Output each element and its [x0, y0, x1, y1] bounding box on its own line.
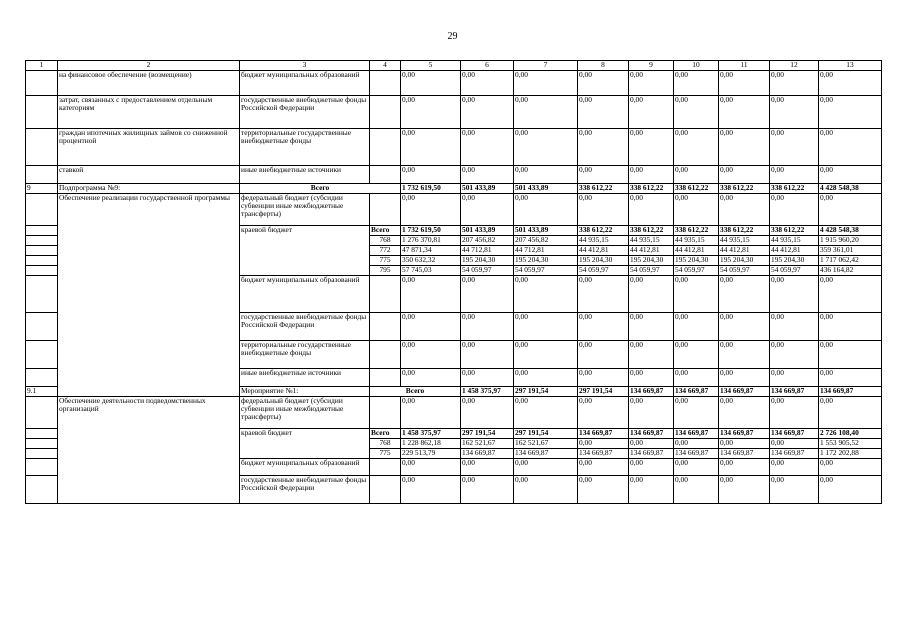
value-cell: 0,00: [401, 276, 461, 313]
code-cell: [370, 313, 401, 341]
value-cell: 0,00: [514, 166, 578, 184]
funding-source-cell: территориальные государственные внебюджетные фонды: [240, 341, 370, 369]
number-cell: 9: [26, 184, 58, 194]
column-header-1: 1: [26, 61, 58, 71]
value-cell: 0,00: [461, 129, 514, 166]
funding-source-cell: бюджет муниципальных образований: [240, 459, 370, 476]
number-cell: [26, 256, 58, 266]
value-cell: 195 204,30: [674, 256, 719, 266]
value-cell: 134 669,87: [719, 449, 770, 459]
value-cell: 44 412,81: [629, 246, 674, 256]
value-cell: 350 632,32: [401, 256, 461, 266]
value-cell: 0,00: [770, 459, 819, 476]
code-cell: [370, 459, 401, 476]
value-cell: 0,00: [770, 96, 819, 129]
column-header-13: 13: [819, 61, 882, 71]
code-cell: 768: [370, 439, 401, 449]
description-cell: ставкой: [58, 166, 240, 184]
value-cell: 0,00: [770, 129, 819, 166]
column-header-8: 8: [578, 61, 629, 71]
value-cell: 44 412,81: [674, 246, 719, 256]
value-cell: 1 717 062,42: [819, 256, 882, 266]
value-cell: 0,00: [578, 71, 629, 96]
value-cell: 0,00: [819, 341, 882, 369]
value-cell: 162 521,67: [514, 439, 578, 449]
value-cell: 0,00: [674, 71, 719, 96]
value-cell: 134 669,87: [819, 387, 882, 397]
value-cell: 134 669,87: [770, 387, 819, 397]
number-cell: [26, 313, 58, 341]
value-cell: 0,00: [770, 276, 819, 313]
value-cell: 0,00: [461, 71, 514, 96]
value-cell: 0,00: [578, 397, 629, 429]
continuation-row: [26, 96, 882, 129]
value-cell: 501 433,89: [514, 226, 578, 236]
code-cell: [370, 476, 401, 504]
value-cell: 338 612,22: [770, 184, 819, 194]
column-header-2: 2: [58, 61, 240, 71]
number-cell: [26, 266, 58, 276]
value-cell: 0,00: [514, 341, 578, 369]
value-cell: 0,00: [401, 194, 461, 226]
value-cell: 0,00: [770, 439, 819, 449]
value-cell: 1 458 375,97: [461, 387, 514, 397]
value-cell: 501 433,89: [514, 184, 578, 194]
value-cell: 0,00: [819, 166, 882, 184]
value-cell: 134 669,87: [770, 429, 819, 439]
value-cell: 0,00: [461, 194, 514, 226]
value-cell: 0,00: [578, 276, 629, 313]
value-cell: 501 433,89: [461, 184, 514, 194]
value-cell: 195 204,30: [629, 256, 674, 266]
value-cell: 0,00: [719, 194, 770, 226]
value-cell: 0,00: [674, 129, 719, 166]
value-cell: 0,00: [674, 439, 719, 449]
value-cell: 0,00: [719, 397, 770, 429]
code-cell: 768: [370, 236, 401, 246]
value-cell: 134 669,87: [578, 429, 629, 439]
value-cell: 195 204,30: [719, 256, 770, 266]
continuation-row: [26, 71, 882, 96]
value-cell: 0,00: [578, 439, 629, 449]
number-cell: [26, 166, 58, 184]
column-header-6: 6: [461, 61, 514, 71]
value-cell: 0,00: [719, 476, 770, 504]
subtitle-cell: Обеспечение деятельности подведомственных организаций: [58, 397, 240, 504]
column-header-5: 5: [401, 61, 461, 71]
value-cell: 338 612,22: [629, 226, 674, 236]
value-cell: 0,00: [719, 313, 770, 341]
code-cell: [370, 369, 401, 387]
value-cell: 0,00: [578, 313, 629, 341]
value-cell: 134 669,87: [719, 387, 770, 397]
value-cell: 0,00: [514, 459, 578, 476]
value-cell: 0,00: [629, 476, 674, 504]
title-cell: Подпрограмма №9:: [58, 184, 240, 194]
value-cell: 4 428 548,38: [819, 226, 882, 236]
value-cell: 44 712,81: [514, 246, 578, 256]
value-cell: 195 204,30: [514, 256, 578, 266]
number-cell: [26, 226, 58, 236]
value-cell: 338 612,22: [629, 184, 674, 194]
value-cell: 44 935,15: [674, 236, 719, 246]
funding-source-cell: бюджет муниципальных образований: [240, 276, 370, 313]
number-cell: [26, 476, 58, 504]
funding-source-cell: государственные внебюджетные фонды Российской Федерации: [240, 96, 370, 129]
value-cell: 134 669,87: [629, 387, 674, 397]
number-cell: [26, 276, 58, 313]
value-cell: 44 712,81: [461, 246, 514, 256]
value-cell: 207 456,82: [461, 236, 514, 246]
number-cell: [26, 439, 58, 449]
value-cell: 0,00: [401, 71, 461, 96]
value-cell: 0,00: [514, 397, 578, 429]
value-cell: 134 669,87: [629, 449, 674, 459]
number-cell: [26, 96, 58, 129]
number-cell: [26, 71, 58, 96]
number-cell: [26, 459, 58, 476]
value-cell: 0,00: [629, 459, 674, 476]
value-cell: 338 612,22: [719, 226, 770, 236]
value-cell: 0,00: [819, 276, 882, 313]
value-cell: 0,00: [674, 397, 719, 429]
column-header-3: 3: [240, 61, 370, 71]
value-cell: 54 059,97: [770, 266, 819, 276]
value-cell: 1 458 375,97: [401, 429, 461, 439]
value-cell: 0,00: [514, 96, 578, 129]
value-cell: 0,00: [719, 129, 770, 166]
value-cell: 338 612,22: [719, 184, 770, 194]
value-cell: 0,00: [578, 129, 629, 166]
code-cell: [370, 166, 401, 184]
value-cell: 0,00: [578, 459, 629, 476]
value-cell: 2 726 108,40: [819, 429, 882, 439]
code-cell: [370, 397, 401, 429]
value-cell: 54 059,97: [461, 266, 514, 276]
value-cell: 0,00: [719, 369, 770, 387]
funding-source-cell: государственные внебюджетные фонды Российской Федерации: [240, 476, 370, 504]
value-cell: 0,00: [770, 341, 819, 369]
value-cell: 0,00: [770, 194, 819, 226]
code-cell: [370, 96, 401, 129]
funding-source-cell: иные внебюджетные источники: [240, 369, 370, 387]
value-cell: 0,00: [401, 369, 461, 387]
value-cell: 0,00: [629, 439, 674, 449]
value-cell: 0,00: [461, 166, 514, 184]
value-cell: 0,00: [719, 96, 770, 129]
value-cell: 0,00: [401, 476, 461, 504]
value-cell: 1 915 960,20: [819, 236, 882, 246]
continuation-row: [26, 129, 882, 166]
value-cell: 44 412,81: [719, 246, 770, 256]
title-cell: Мероприятие №1:: [240, 387, 370, 397]
value-cell: 0,00: [819, 129, 882, 166]
number-cell: [26, 429, 58, 439]
value-cell: 1 553 905,52: [819, 439, 882, 449]
code-cell: Всего: [370, 226, 401, 236]
value-cell: 0,00: [461, 313, 514, 341]
value-cell: 0,00: [629, 96, 674, 129]
code-cell: 772: [370, 246, 401, 256]
value-cell: 0,00: [629, 397, 674, 429]
funding-source-cell: краевой бюджет: [240, 429, 370, 459]
value-cell: 0,00: [674, 476, 719, 504]
value-cell: 0,00: [819, 397, 882, 429]
value-cell: 0,00: [629, 194, 674, 226]
description-cell: граждан ипотечных жилищных займов со сниженной процентной: [58, 129, 240, 166]
value-cell: 44 935,15: [719, 236, 770, 246]
column-header-7: 7: [514, 61, 578, 71]
value-cell: 0,00: [461, 276, 514, 313]
value-cell: 162 521,67: [461, 439, 514, 449]
value-cell: 338 612,22: [674, 226, 719, 236]
code-cell: [370, 341, 401, 369]
value-cell: 0,00: [401, 341, 461, 369]
value-cell: 1 732 619,50: [401, 226, 461, 236]
number-cell: [26, 397, 58, 429]
value-cell: 0,00: [401, 129, 461, 166]
value-cell: 0,00: [514, 369, 578, 387]
value-cell: 0,00: [578, 369, 629, 387]
code-cell: [370, 194, 401, 226]
value-cell: 0,00: [770, 369, 819, 387]
number-cell: 9.1: [26, 387, 58, 397]
value-cell: 0,00: [674, 194, 719, 226]
total-label-cell: Всего: [240, 184, 401, 194]
value-cell: 134 669,87: [629, 429, 674, 439]
funding-source-cell: краевой бюджет: [240, 226, 370, 276]
value-cell: 0,00: [819, 459, 882, 476]
value-cell: 0,00: [578, 96, 629, 129]
value-cell: 0,00: [674, 96, 719, 129]
value-cell: 0,00: [461, 397, 514, 429]
value-cell: 0,00: [674, 166, 719, 184]
value-cell: 0,00: [514, 476, 578, 504]
page-number: 29: [447, 31, 458, 42]
value-cell: 0,00: [719, 71, 770, 96]
number-cell: [26, 449, 58, 459]
number-cell: [26, 194, 58, 226]
value-cell: 0,00: [770, 313, 819, 341]
header-row: [26, 61, 882, 71]
value-cell: 0,00: [514, 71, 578, 96]
value-cell: 0,00: [629, 313, 674, 341]
value-cell: 44 935,15: [629, 236, 674, 246]
value-cell: 1 732 619,50: [401, 184, 461, 194]
value-cell: 297 191,54: [578, 387, 629, 397]
value-cell: 207 456,82: [514, 236, 578, 246]
value-cell: 0,00: [629, 71, 674, 96]
value-cell: 54 059,97: [629, 266, 674, 276]
value-cell: 359 361,01: [819, 246, 882, 256]
value-cell: 0,00: [819, 96, 882, 129]
value-cell: 0,00: [674, 276, 719, 313]
value-cell: 0,00: [514, 129, 578, 166]
subtitle-cell: Обеспечение реализации государственной программы: [58, 194, 240, 397]
code-cell: [370, 276, 401, 313]
value-cell: 0,00: [819, 476, 882, 504]
value-cell: 0,00: [819, 313, 882, 341]
funding-source-cell: федеральный бюджет (субсидии субвенции иные межбюджетные трансферты): [240, 397, 370, 429]
value-cell: 0,00: [629, 341, 674, 369]
value-cell: 44 412,81: [770, 246, 819, 256]
value-cell: 4 428 548,38: [819, 184, 882, 194]
column-header-11: 11: [719, 61, 770, 71]
number-cell: [26, 129, 58, 166]
value-cell: 0,00: [719, 166, 770, 184]
value-cell: 134 669,87: [674, 449, 719, 459]
funding-source-cell: государственные внебюджетные фонды Российской Федерации: [240, 313, 370, 341]
value-cell: 54 059,97: [719, 266, 770, 276]
budget-table: [25, 60, 882, 504]
number-cell: [26, 246, 58, 256]
value-cell: 54 059,97: [674, 266, 719, 276]
value-cell: 195 204,30: [578, 256, 629, 266]
value-cell: 0,00: [629, 129, 674, 166]
value-cell: 1 172 202,88: [819, 449, 882, 459]
value-cell: 0,00: [461, 476, 514, 504]
code-cell: 775: [370, 256, 401, 266]
value-cell: 0,00: [401, 397, 461, 429]
value-cell: 0,00: [819, 71, 882, 96]
value-cell: 1 276 370,81: [401, 236, 461, 246]
description-cell: затрат, связанных с предоставлением отдельным категориям: [58, 96, 240, 129]
value-cell: 54 059,97: [578, 266, 629, 276]
value-cell: 0,00: [629, 276, 674, 313]
table-body: [26, 71, 882, 504]
value-cell: 195 204,30: [461, 256, 514, 266]
code-cell: Всего: [370, 429, 401, 439]
code-cell: 775: [370, 449, 401, 459]
value-cell: 195 204,30: [770, 256, 819, 266]
value-cell: 0,00: [674, 341, 719, 369]
value-cell: 134 669,87: [674, 429, 719, 439]
value-cell: 0,00: [770, 71, 819, 96]
program9-total-row: [26, 184, 882, 194]
number-cell: [26, 369, 58, 387]
value-cell: 436 164,82: [819, 266, 882, 276]
value-cell: 0,00: [578, 476, 629, 504]
value-cell: 0,00: [514, 313, 578, 341]
value-cell: 338 612,22: [578, 226, 629, 236]
value-cell: 0,00: [578, 194, 629, 226]
code-cell: 795: [370, 266, 401, 276]
value-cell: 0,00: [461, 369, 514, 387]
value-cell: 0,00: [674, 313, 719, 341]
value-cell: 297 191,54: [461, 429, 514, 439]
value-cell: 44 935,15: [770, 236, 819, 246]
number-cell: [26, 236, 58, 246]
value-cell: 0,00: [578, 341, 629, 369]
value-cell: 0,00: [770, 476, 819, 504]
code-cell: [370, 129, 401, 166]
value-cell: 297 191,54: [514, 387, 578, 397]
value-cell: 134 669,87: [770, 449, 819, 459]
value-cell: 54 059,97: [514, 266, 578, 276]
column-header-12: 12: [770, 61, 819, 71]
total-label-cell: Всего: [370, 387, 461, 397]
value-cell: 0,00: [461, 96, 514, 129]
value-cell: 57 745,03: [401, 266, 461, 276]
value-cell: 0,00: [719, 439, 770, 449]
funding-source-cell: территориальные государственные внебюджетные фонды: [240, 129, 370, 166]
value-cell: 0,00: [719, 459, 770, 476]
value-cell: 0,00: [514, 194, 578, 226]
value-cell: 0,00: [770, 397, 819, 429]
value-cell: 0,00: [629, 369, 674, 387]
value-cell: 0,00: [514, 276, 578, 313]
value-cell: 0,00: [819, 194, 882, 226]
value-cell: 0,00: [401, 166, 461, 184]
value-cell: 134 669,87: [578, 449, 629, 459]
value-cell: 229 513,79: [401, 449, 461, 459]
number-cell: [26, 341, 58, 369]
value-cell: 134 669,87: [674, 387, 719, 397]
description-cell: на финансовое обеспечение (возмещение): [58, 71, 240, 96]
value-cell: 134 669,87: [514, 449, 578, 459]
value-cell: 297 191,54: [514, 429, 578, 439]
value-cell: 0,00: [819, 369, 882, 387]
value-cell: 134 669,87: [719, 429, 770, 439]
funding-source-cell: федеральный бюджет (субсидии субвенции иные межбюджетные трансферты): [240, 194, 370, 226]
value-cell: 0,00: [674, 459, 719, 476]
value-cell: 0,00: [674, 369, 719, 387]
value-cell: 44 935,15: [578, 236, 629, 246]
column-header-9: 9: [629, 61, 674, 71]
value-cell: 0,00: [461, 459, 514, 476]
value-cell: 338 612,22: [578, 184, 629, 194]
value-cell: 0,00: [401, 96, 461, 129]
value-cell: 0,00: [401, 459, 461, 476]
value-cell: 47 871,34: [401, 246, 461, 256]
value-cell: 134 669,87: [461, 449, 514, 459]
value-cell: 1 228 862,18: [401, 439, 461, 449]
value-cell: 338 612,22: [770, 226, 819, 236]
value-cell: 0,00: [461, 341, 514, 369]
value-cell: 338 612,22: [674, 184, 719, 194]
column-header-4: 4: [370, 61, 401, 71]
value-cell: 0,00: [401, 313, 461, 341]
continuation-row: [26, 166, 882, 184]
measure91-federal-row: [26, 397, 882, 429]
value-cell: 0,00: [719, 276, 770, 313]
value-cell: 0,00: [719, 341, 770, 369]
value-cell: 501 433,89: [461, 226, 514, 236]
program9-federal-row: [26, 194, 882, 226]
funding-source-cell: бюджет муниципальных образований: [240, 71, 370, 96]
value-cell: 44 412,81: [578, 246, 629, 256]
value-cell: 0,00: [770, 166, 819, 184]
code-cell: [370, 71, 401, 96]
column-header-10: 10: [674, 61, 719, 71]
value-cell: 0,00: [629, 166, 674, 184]
value-cell: 0,00: [578, 166, 629, 184]
funding-source-cell: иные внебюджетные источники: [240, 166, 370, 184]
